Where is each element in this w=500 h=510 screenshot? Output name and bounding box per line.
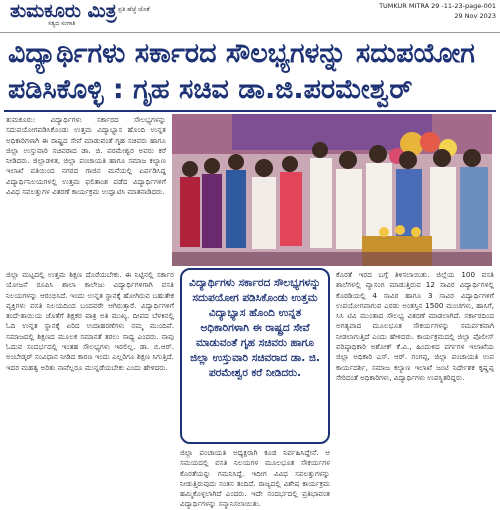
article-column-1: ತುಮಕೂರು: ವಿದ್ಯಾರ್ಥಿಗಳು ಸರ್ಕಾರದ ಸೌಲಭ್ಯಗಳನ್ನು ಸದುಪಯೋಗಪಡಿಸಿಕೊಂಡು ಉತ್ತಮ ವಿದ್ಯಾಭ್ಯಾಸ ಹೊಂದಿ ಉನ್ನತ ಅಧಿಕಾರಿಗಳಾಗಿ ಈ ರಾಷ್ಟ್ರದ ಸೇವೆ ಮಾಡುವಂತೆ ಗೃಹ ಸಚಿವರು ಹಾಗೂ ಜಿಲ್ಲಾ ಉಸ್ತುವಾರಿ ಸಚಿವರಾದ ಡಾ. ಜಿ. ಪರಮೇಶ್ವರ ಅವರು ಕರೆ ನೀಡಿದರು. ಜಿಲ್ಲಾಡಳಿತ, ಜಿಲ್ಲಾ ಪಂಚಾಯತಿ ಹಾಗೂ ಸಮಾಜ ಕಲ್ಯಾಣ ಇಲಾಖೆ ವತಿಯಿಂದ ನಗರದ ಗಾಜಿನ ಮನೆಯಲ್ಲಿ ಏರ್ಪಡಿಸಿದ್ದ ವಿದ್ಯಾರ್ಥಿನಿಲಯಗಳಲ್ಲಿ ಉತ್ತಮ ಫಲಿತಾಂಶ ಪಡೆದ ವಿದ್ಯಾರ್ಥಿಗಳಿಗೆ ವಿವಿಧ ಸವಲತ್ತುಗಳ ವಿತರಣೆ ಕಾರ್ಯಕ್ರಮ ಉದ್ಘಾಟಿಸಿ ಮಾತನಾಡಿದರು.: [6, 115, 166, 197]
edition-date: 29 Nov 2023: [454, 12, 496, 20]
masthead-brand: [10, 0, 210, 32]
pull-quote-text: ವಿದ್ಯಾರ್ಥಿಗಳು ಸರ್ಕಾರದ ಸೌಲಭ್ಯಗಳನ್ನು ಸದುಪಯೋಗ ಪಡಿಸಿಕೊಂಡು ಉತ್ತಮ ವಿದ್ಯಾಭ್ಯಾಸ ಹೊಂದಿ ಉನ್ನತ ಅಧಿಕಾರಿಗಳಾಗಿ ಈ ರಾಷ್ಟ್ರದ ಸೇವೆ ಮಾಡುವಂತೆ ಗೃಹ ಸಚಿವರು ಹಾಗೂ ಜಿಲ್ಲಾ ಉಸ್ತುವಾರಿ ಸಚಿವರಾದ ಡಾ. ಜಿ. ಪರಮೇಶ್ವರ ಕರೆ ನೀಡಿದರು.: [189, 277, 321, 379]
headline-block: [0, 34, 500, 108]
headline-line-2: ಪಡಿಸಿಕೊಳ್ಳಿ : ಗೃಹ ಸಚಿವ ಡಾ.ಜಿ.ಪರಮೇಶ್ವರ್: [8, 74, 413, 105]
newspaper-tagline: ಸತ್ಯದ ಸಂಗಾತಿ: [48, 20, 76, 27]
article-column-3: ಕೊರತೆ ಇರದ ಬಗ್ಗೆ ತಿಳಿಸಲಾಯಿತು. ಜಿಲ್ಲೆಯ 100 ವಸತಿ ಶಾಲೆಗಳಲ್ಲಿ ವ್ಯಾಸಂಗ ಮಾಡುತ್ತಿರುವ 12 ಸಾವಿರ ವಿದ್ಯಾರ್ಥಿಗಳಲ್ಲಿ ಕೊಠಡಿಯಲ್ಲಿ 4 ಸಾವಿರ ಹಾಗೂ 3 ಸಾವಿರ ವಿದ್ಯಾರ್ಥಿಗಳಿಗೆ ಉಪಯೋಗವಾಗುವ ಎರಡು ಅಂತಸ್ತಿನ 1500 ಮಂಚಗಳು, ಹಾಸಿಗೆ, ಸಿಸಿ ಟಿವಿ ಮುಂತಾದ ಸೌಲಭ್ಯ ವಿತರಣೆ ಮಾಡಲಾಗಿದೆ. ಸರ್ಕಾರದಿಂದ ಅಗತ್ಯವಾದ ಮೂಲಭೂತ ಸೌಕರ್ಯಗಳನ್ನು ಸಮರ್ಪಕವಾಗಿ ನೀಡಲಾಗುತ್ತಿದೆ ಎಂದು ಹೇಳಿದರು. ಕಾರ್ಯಕ್ರಮದಲ್ಲಿ ಜಿಲ್ಲಾ ಪೊಲೀಸ್ ವರಿಷ್ಠಾಧಿಕಾರಿ ಅಶೋಕ್ ಕೆ.ವಿ., ಹಿಂದುಳಿದ ವರ್ಗಗಳ ಇಲಾಖೆಯ ಜಿಲ್ಲಾ ಅಧಿಕಾರಿ ಎಸ್. ಆರ್. ಗಂಗಪ್ಪ, ಜಿಲ್ಲಾ ಪಂಚಾಯತಿ ಉಪ ಕಾರ್ಯದರ್ಶಿ, ಸಮಾಜ ಕಲ್ಯಾಣ ಇಲಾಖೆ ಜಂಟಿ ನಿರ್ದೇಶಕ ಕೃಷ್ಣಪ್ಪ ಸೇರಿದಂತೆ ಅಧಿಕಾರಿಗಳು, ವಿದ್ಯಾರ್ಥಿಗಳು ಉಪಸ್ಥಿತರಿದ್ದರು.: [336, 270, 494, 382]
masthead: [0, 0, 500, 33]
edition-label: TUMKUR MITRA 29 -11-23-page-001: [379, 2, 496, 10]
headline-line-1: ವಿದ್ಯಾರ್ಥಿಗಳು ಸರ್ಕಾರದ ಸೌಲಭ್ಯಗಳನ್ನು ಸದುಪಯೋಗ: [8, 38, 475, 69]
article-column-1-continued: ಜಿಲ್ಲಾ ಮಟ್ಟದಲ್ಲಿ ಉತ್ತಮ ಶಿಕ್ಷಣ ದೊರೆಯಬೇಕು. ಈ ನಿಟ್ಟಿನಲ್ಲಿ ಸರ್ಕಾರ ಯೋಜನೆ ರೂಪಿಸಿ ಶಾಲಾ ಕಾಲೇಜು ವಿದ್ಯಾರ್ಥಿಗಳಿಗಾಗಿ ವಸತಿ ನಿಲಯಗಳನ್ನು ಆರಂಭಿಸಿದೆ. ಇಂದು ಉನ್ನತ ಸ್ಥಾನಕ್ಕೆ ಹೋಗಿರುವ ಬಹುತೇಕ ವ್ಯಕ್ತಿಗಳು ವಸತಿ ನಿಲಯದಿಂದ ಬಂದವರೇ ಆಗಿರುತ್ತಾರೆ. ವಿದ್ಯಾರ್ಥಿಗಳಿಗೆ ತಂದೆ-ತಾಯಿಯ ಜೊತೆಗೆ ಶಿಕ್ಷಕರ ಪಾತ್ರ ಅತಿ ಮುಖ್ಯ. ದೀಪದ ಬೆಳಕಿನಲ್ಲಿ ಓದಿ ಉನ್ನತ ಸ್ಥಾನಕ್ಕೆ ಏರಿದ ಉದಾಹರಣೆಗಳು ನಮ್ಮ ಮುಂದಿವೆ. ಸಮಾಜದಲ್ಲಿ ಶಿಕ್ಷಣದ ಮೂಲಕ ಸಮಾನತೆ ತರಲು ಸಾಧ್ಯ ಎಂದರು. ನಾವು ಓದುವ ಸಂದರ್ಭದಲ್ಲಿ ಇಂತಹ ಸೌಲಭ್ಯಗಳು ಇರಲಿಲ್ಲ. ಡಾ. ಬಿ.ಆರ್. ಅಂಬೇಡ್ಕರ್ ಸಂವಿಧಾನ ನೀಡಿದ ಕಾರಣ ಇಂದು ಎಲ್ಲರಿಗೂ ಶಿಕ್ಷಣ ಸಿಗುತ್ತಿದೆ. ಇದರ ಮಹತ್ವ ಅರಿತು ನಾವೆಲ್ಲರೂ ಮುನ್ನಡೆಯಬೇಕು ಎಂದು ಹೇಳಿದರು.: [6, 270, 174, 372]
event-photo: [172, 114, 492, 266]
article-column-2-bottom: ಜಿಲ್ಲಾ ಪಂಚಾಯತಿ ಅಧ್ಯಕ್ಷರಾಗಿ ಕೂಡ ನಿರ್ವಹಿಸಿದ್ದೇನೆ. ಆ ಸಮಯದಲ್ಲಿ ವಸತಿ ನಿಲಯಗಳ ಮೂಲಭೂತ ಸೌಕರ್ಯಗಳ ಕೊರತೆಯನ್ನು ಗಮನಿಸಿದ್ದೆ. ಇದೀಗ ವಿವಿಧ ಸವಲತ್ತುಗಳನ್ನು ನೀಡುತ್ತಿರುವುದು ಸಂತಸ ತಂದಿದೆ. ರಾಜ್ಯದಲ್ಲಿ ವಿಶೇಷ ಕಾರ್ಯಕ್ರಮ ಹಮ್ಮಿಕೊಳ್ಳಲಾಗಿದೆ ಎಂದರು. ಇದೇ ಸಂದರ್ಭದಲ್ಲಿ ಪ್ರತಿಭಾವಂತ ವಿದ್ಯಾರ್ಥಿಗಳನ್ನು ಸನ್ಮಾನಿಸಲಾಯಿತು.: [180, 448, 330, 509]
headline-rule: [4, 110, 496, 112]
pull-quote: [180, 268, 330, 444]
event-photo-illustration: [172, 114, 492, 266]
newspaper-logo: ತುಮಕೂರು ಮಿತ್ರ: [10, 0, 117, 22]
newspaper-tagline-secondary: ಪ್ರತಿ ಹೆಜ್ಜೆ ಜೊತೆ: [118, 6, 150, 13]
